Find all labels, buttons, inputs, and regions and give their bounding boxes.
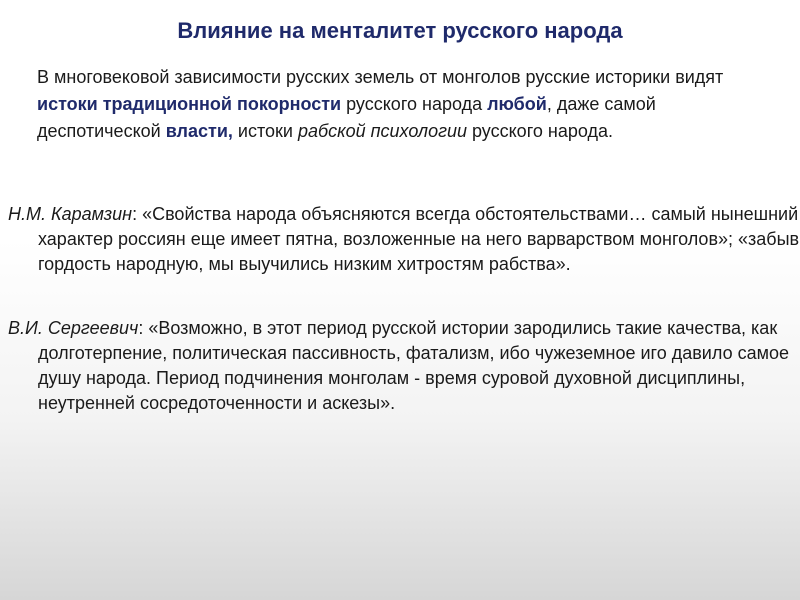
- intro-text: В многовековой зависимости русских земель от монголов русские историки видят: [37, 67, 724, 87]
- intro-text: , даже самой деспотической: [37, 94, 656, 141]
- highlight-power: власти,: [165, 121, 233, 141]
- quote-karamzin: [8, 202, 800, 277]
- quote-sergeevich: [8, 316, 800, 416]
- intro-text: русского народа: [341, 94, 488, 114]
- intro-text: истоки: [232, 121, 298, 141]
- quote-text: : «Свойства народа объясняются всегда обстоятельствами… самый нынешний характер россиян еще имеет пятна, возложенные на него варварством монголов»; «забыв гордость народную, мы выучились низким хитростям рабства».: [38, 204, 800, 274]
- quote-text: : «Возможно, в этот период русской истории зародились такие качества, как долготерпение, политическая пассивность, фатализм, ибо чужеземное иго давило самое душу народа. Период подчинения монголам - время суровой духовной дисциплины, неутренней сосредоточенности и аскезы».: [38, 318, 789, 413]
- slide-title: Влияние на менталитет русского народа: [177, 18, 623, 43]
- intro-text: русского народа.: [467, 121, 613, 141]
- quote-author: В.И. Сергеевич: [8, 318, 139, 338]
- highlight-any: любой: [487, 94, 547, 114]
- highlight-origins-of-submissiveness: истоки традиционной покорности: [37, 94, 342, 114]
- quote-author: Н.М. Карамзин: [8, 204, 133, 224]
- emphasis-slave-psychology: рабской психологии: [297, 121, 467, 141]
- intro-paragraph: [37, 64, 757, 145]
